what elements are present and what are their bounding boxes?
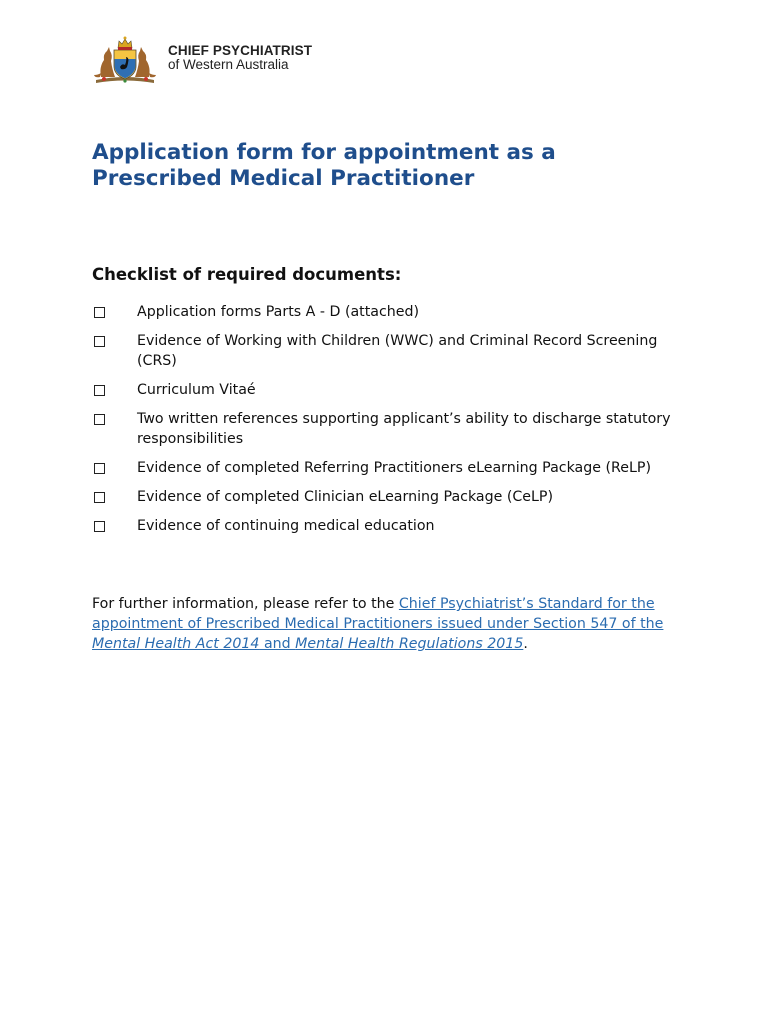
checklist-item-label: Curriculum Vitaé xyxy=(137,382,256,398)
checklist-item xyxy=(92,458,672,478)
checklist-item-label: Application forms Parts A - D (attached) xyxy=(137,304,420,320)
link-text-part1: Chief Psychiatrist’s Standard for the appointment of Prescribed Medical Practitioners issued under Section 547 of the xyxy=(92,596,664,632)
title-line2: Prescribed Medical Practitioner xyxy=(92,166,475,191)
checklist-item xyxy=(92,409,672,449)
checkbox-icon[interactable] xyxy=(94,463,105,474)
checklist-item-label: Evidence of completed Clinician eLearning Package (CeLP) xyxy=(137,489,554,505)
checklist-item-label: Evidence of Working with Children (WWC) and Criminal Record Screening (CRS) xyxy=(137,333,658,369)
document-title xyxy=(92,140,692,192)
checklist-heading: Checklist of required documents: xyxy=(92,265,402,284)
checkbox-icon[interactable] xyxy=(94,336,105,347)
wa-coat-of-arms-icon xyxy=(92,33,158,85)
title-line1: Application form for appointment as a xyxy=(92,140,556,165)
checklist-item-label: Two written references supporting applicant’s ability to discharge statutory responsibilities xyxy=(137,411,671,447)
checklist-item-label: Evidence of completed Referring Practitioners eLearning Package (ReLP) xyxy=(137,460,651,476)
checklist-item xyxy=(92,487,672,507)
checkbox-icon[interactable] xyxy=(94,492,105,503)
checkbox-icon[interactable] xyxy=(94,307,105,318)
checklist xyxy=(92,302,672,545)
checklist-item xyxy=(92,516,672,536)
link-text-regulations: Mental Health Regulations 2015 xyxy=(295,636,524,652)
page-header xyxy=(92,33,312,85)
checklist-item-label: Evidence of continuing medical education xyxy=(137,518,435,534)
org-name-line2: of Western Australia xyxy=(168,57,289,72)
org-name-line1: CHIEF PSYCHIATRIST xyxy=(168,43,313,58)
link-text-act: Mental Health Act 2014 xyxy=(92,636,260,652)
checklist-item xyxy=(92,331,672,371)
organisation-name xyxy=(168,44,312,72)
checkbox-icon[interactable] xyxy=(94,414,105,425)
checklist-item xyxy=(92,302,672,322)
checklist-item xyxy=(92,380,672,400)
further-information xyxy=(92,594,677,654)
info-suffix: . xyxy=(523,636,528,652)
checkbox-icon[interactable] xyxy=(94,521,105,532)
info-prefix: For further information, please refer to the xyxy=(92,596,399,612)
checkbox-icon[interactable] xyxy=(94,385,105,396)
link-text-part2: and xyxy=(259,636,296,652)
